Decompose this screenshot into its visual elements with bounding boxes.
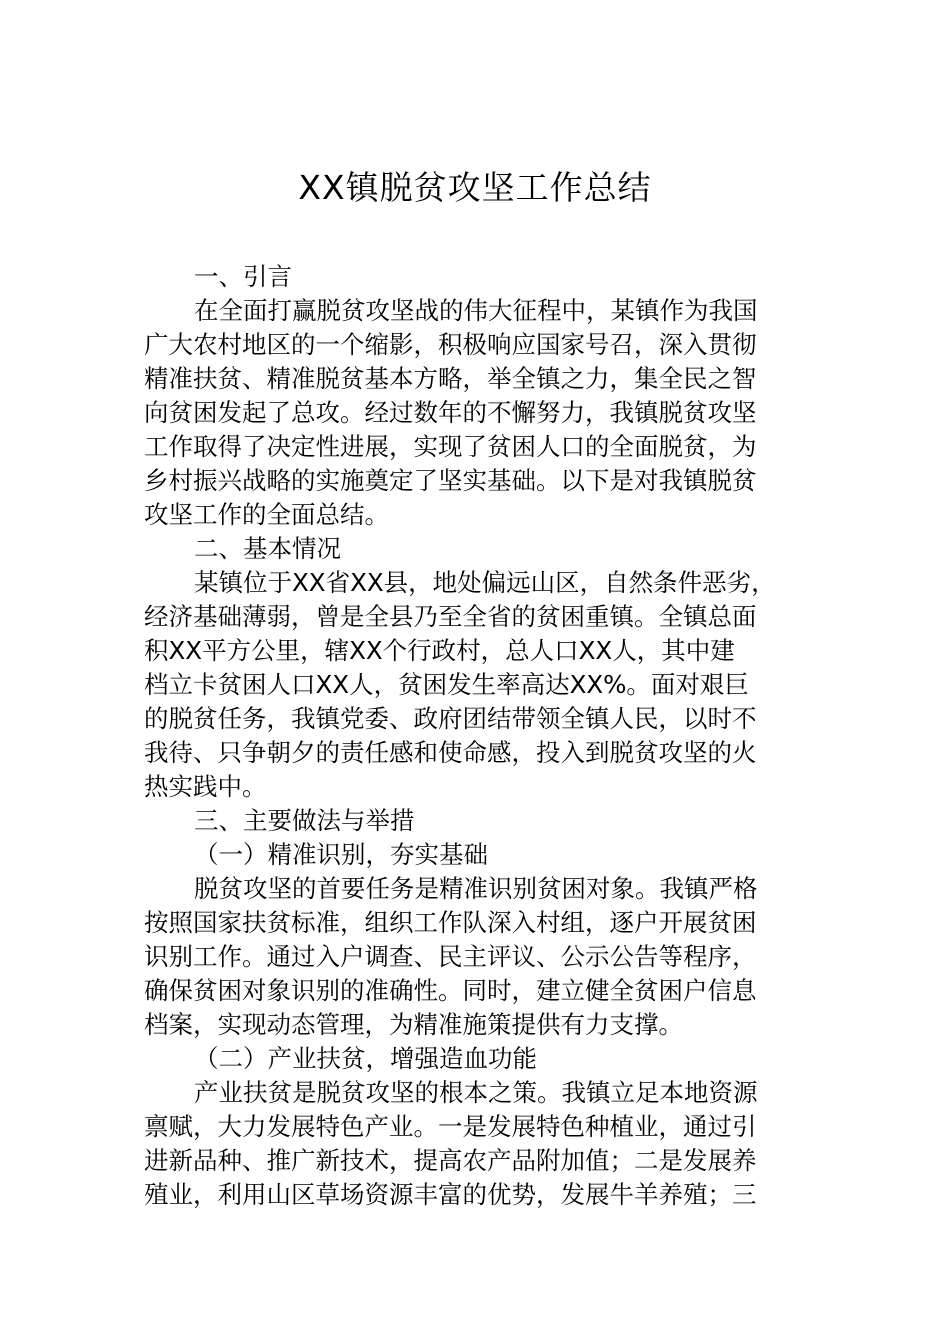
section-heading: 二、基本情况 — [194, 534, 341, 563]
paragraph-line: 工作取得了决定性进展，实现了贫困人口的全面脱贫，为 — [144, 432, 757, 461]
paragraph-line: 广大农村地区的一个缩影，积极响应国家号召，深入贯彻 — [144, 330, 757, 359]
paragraph-line: 的脱贫任务，我镇党委、政府团结带领全镇人民，以时不 — [144, 704, 757, 733]
paragraph-line: 攻坚工作的全面总结。 — [144, 500, 389, 529]
paragraph-line: 积XX平方公里，辖XX个行政村，总人口XX人，其中建 — [144, 636, 735, 665]
section-heading: 一、引言 — [194, 262, 292, 291]
paragraph-line: 档立卡贫困人口XX人，贫困发生率高达XX%。面对艰巨 — [144, 670, 749, 699]
document-title: XX镇脱贫攻坚工作总结 — [298, 168, 652, 207]
paragraph-line: 某镇位于XX省XX县，地处偏远山区，自然条件恶劣， — [194, 568, 776, 597]
paragraph-line: 脱贫攻坚的首要任务是精准识别贫困对象。我镇严格 — [194, 874, 758, 903]
paragraph-line: 乡村振兴战略的实施奠定了坚实基础。以下是对我镇脱贫 — [144, 466, 757, 495]
paragraph-line: 我待、只争朝夕的责任感和使命感，投入到脱贫攻坚的火 — [144, 738, 757, 767]
paragraph-line: 经济基础薄弱，曾是全县乃至全省的贫困重镇。全镇总面 — [144, 602, 757, 631]
section-heading: 三、主要做法与举措 — [194, 806, 415, 835]
paragraph-line: 精准扶贫、精准脱贫基本方略，举全镇之力，集全民之智 — [144, 364, 757, 393]
subsection-heading: （二）产业扶贫，增强造血功能 — [194, 1044, 537, 1073]
paragraph-line: 在全面打赢脱贫攻坚战的伟大征程中，某镇作为我国 — [194, 296, 758, 325]
paragraph-line: 按照国家扶贫标准，组织工作队深入村组，逐户开展贫困 — [144, 908, 757, 937]
paragraph-line: 热实践中。 — [144, 772, 267, 801]
paragraph-line: 识别工作。通过入户调查、民主评议、公示公告等程序， — [144, 942, 757, 971]
paragraph-line: 进新品种、推广新技术，提高农产品附加值；二是发展养 — [144, 1146, 757, 1175]
paragraph-line: 殖业，利用山区草场资源丰富的优势，发展牛羊养殖；三 — [144, 1180, 757, 1209]
subsection-heading: （一）精准识别，夯实基础 — [194, 840, 488, 869]
paragraph-line: 产业扶贫是脱贫攻坚的根本之策。我镇立足本地资源 — [194, 1078, 758, 1107]
paragraph-line: 档案，实现动态管理，为精准施策提供有力支撑。 — [144, 1010, 683, 1039]
paragraph-line: 禀赋，大力发展特色产业。一是发展特色种植业，通过引 — [144, 1112, 757, 1141]
document-body — [144, 260, 812, 1212]
paragraph-line: 确保贫困对象识别的准确性。同时，建立健全贫困户信息 — [144, 976, 757, 1005]
paragraph-line: 向贫困发起了总攻。经过数年的不懈努力，我镇脱贫攻坚 — [144, 398, 757, 427]
